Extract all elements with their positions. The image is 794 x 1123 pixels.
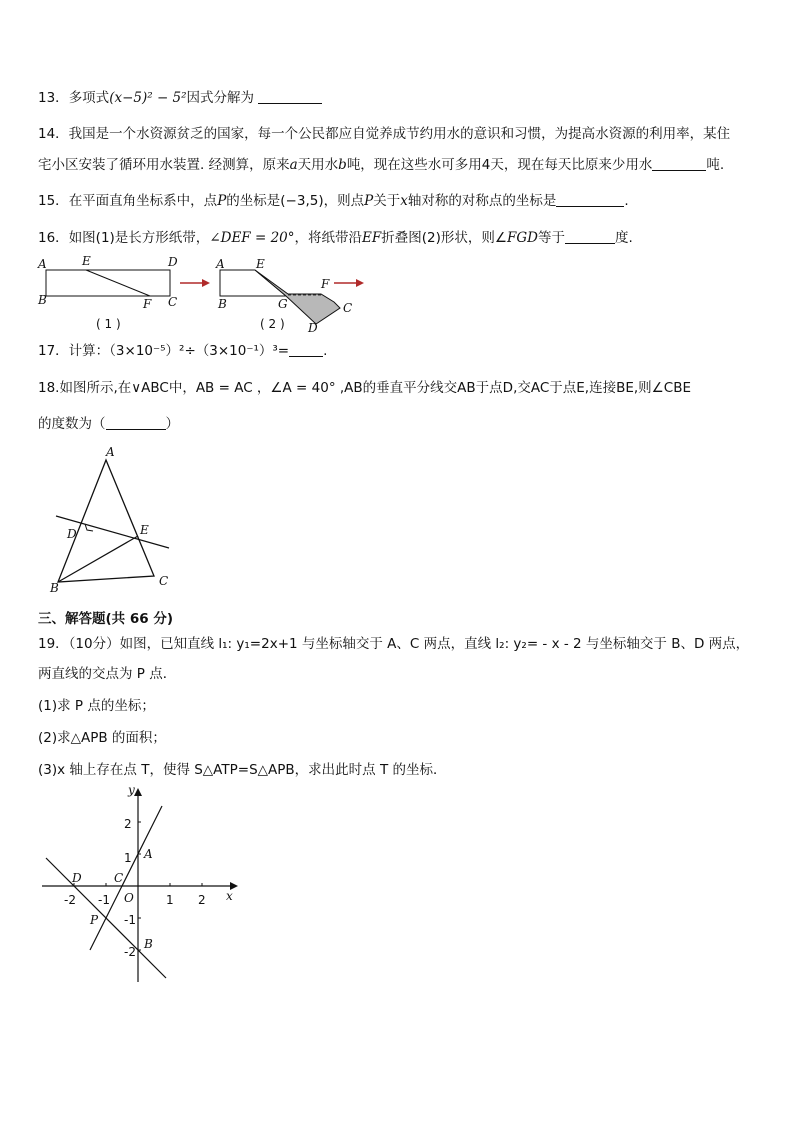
question-14-line1: 14．我国是一个水资源贫乏的国家，每一个公民都应自觉养成节约用水的意识和习惯，为提高水资源的利用率，某住 bbox=[38, 126, 731, 142]
svg-text:1: 1 bbox=[166, 893, 174, 907]
figure-16-part-2 bbox=[215, 257, 352, 335]
svg-text:( 2 ): ( 2 ) bbox=[260, 317, 285, 331]
figure-19-coordinate-plane bbox=[40, 786, 240, 988]
svg-text:D: D bbox=[72, 871, 82, 885]
svg-text:-1: -1 bbox=[124, 913, 136, 927]
figure-16 bbox=[34, 252, 374, 336]
figure-18 bbox=[36, 442, 186, 598]
answer-blank[interactable] bbox=[652, 156, 706, 171]
svg-text:P: P bbox=[90, 913, 99, 927]
answer-blank[interactable] bbox=[106, 415, 166, 430]
svg-text:D: D bbox=[168, 255, 178, 269]
svg-text:2: 2 bbox=[198, 893, 206, 907]
question-19-line2: 两直线的交点为 P 点． bbox=[38, 666, 177, 682]
question-17: 17．计算：（3×10⁻⁵）²÷（3×10⁻¹）³= . bbox=[38, 343, 328, 359]
svg-text:-1: -1 bbox=[98, 893, 110, 907]
arrow-1 bbox=[180, 279, 210, 287]
answer-blank[interactable] bbox=[556, 192, 624, 207]
question-14-line2: 宅小区安装了循环用水装置. 经测算，原来a天用水b吨，现在这些水可多用4天，现在每天比原来少用水 吨. bbox=[38, 157, 725, 173]
question-16: 16．如图(1)是长方形纸带，∠DEF = 20°，将纸带沿EF折叠图(2)形状，则∠FGD等于 度. bbox=[38, 230, 633, 246]
arrow-2 bbox=[334, 279, 364, 287]
svg-text:y: y bbox=[128, 786, 135, 797]
svg-text:B: B bbox=[38, 293, 47, 307]
svg-text:( 1 ): ( 1 ) bbox=[96, 317, 121, 331]
q13-expression: (x−5)² − 5² bbox=[109, 90, 187, 106]
question-19-line1: 19．（10分）如图，已知直线 l₁: y₁=2x+1 与坐标轴交于 A、C 两点，直线 l₂: y₂= - x - 2 与坐标轴交于 B、D 两点， bbox=[38, 636, 750, 652]
svg-text:B: B bbox=[50, 581, 59, 595]
question-19-part1: (1)求 P 点的坐标； bbox=[38, 698, 155, 714]
svg-text:O: O bbox=[124, 891, 134, 905]
svg-text:2: 2 bbox=[124, 817, 132, 831]
answer-blank[interactable] bbox=[289, 342, 323, 357]
svg-text:E: E bbox=[140, 523, 149, 537]
svg-text:G: G bbox=[278, 297, 288, 311]
svg-text:B: B bbox=[144, 937, 153, 951]
svg-text:A: A bbox=[216, 257, 225, 271]
svg-text:F: F bbox=[321, 277, 330, 291]
svg-text:F: F bbox=[143, 297, 152, 311]
svg-text:x: x bbox=[226, 889, 233, 903]
svg-text:D: D bbox=[67, 527, 77, 541]
svg-text:C: C bbox=[168, 295, 178, 309]
answer-blank[interactable] bbox=[258, 89, 322, 104]
question-19-part3: (3)x 轴上存在点 T，使得 S△ATP=S△APB，求出此时点 T 的坐标． bbox=[38, 762, 447, 778]
svg-text:C: C bbox=[159, 574, 169, 588]
question-18-line1: 18.如图所示,在∨ABC中，AB = AC ，∠A = 40° ,AB的垂直平分线交AB于点D,交AC于点E,连接BE,则∠CBE bbox=[38, 380, 692, 396]
line-l2 bbox=[46, 858, 166, 978]
svg-text:-2: -2 bbox=[64, 893, 76, 907]
answer-blank[interactable] bbox=[565, 229, 615, 244]
svg-text:1: 1 bbox=[124, 851, 132, 865]
svg-text:A: A bbox=[144, 847, 153, 861]
svg-text:A: A bbox=[106, 445, 115, 459]
section-3-title: 三、解答题(共 66 分) bbox=[38, 611, 174, 627]
svg-text:D: D bbox=[308, 321, 318, 335]
svg-text:C: C bbox=[343, 301, 353, 315]
svg-text:-2: -2 bbox=[124, 945, 136, 959]
question-19-part2: (2)求△APB 的面积； bbox=[38, 730, 166, 746]
question-15: 15．在平面直角坐标系中，点P的坐标是(−3,5)，则点P关于x轴对称的对称点的坐标是 . bbox=[38, 193, 629, 209]
svg-text:E: E bbox=[82, 254, 91, 268]
question-18-line2: 的度数为（ ） bbox=[38, 416, 179, 432]
svg-text:E: E bbox=[256, 257, 265, 271]
figure-16-part-1 bbox=[37, 254, 178, 331]
svg-text:C: C bbox=[114, 871, 124, 885]
svg-text:A: A bbox=[38, 257, 47, 271]
question-13: 13．多项式(x−5)² − 5²因式分解为 bbox=[38, 88, 322, 108]
svg-text:B: B bbox=[218, 297, 227, 311]
